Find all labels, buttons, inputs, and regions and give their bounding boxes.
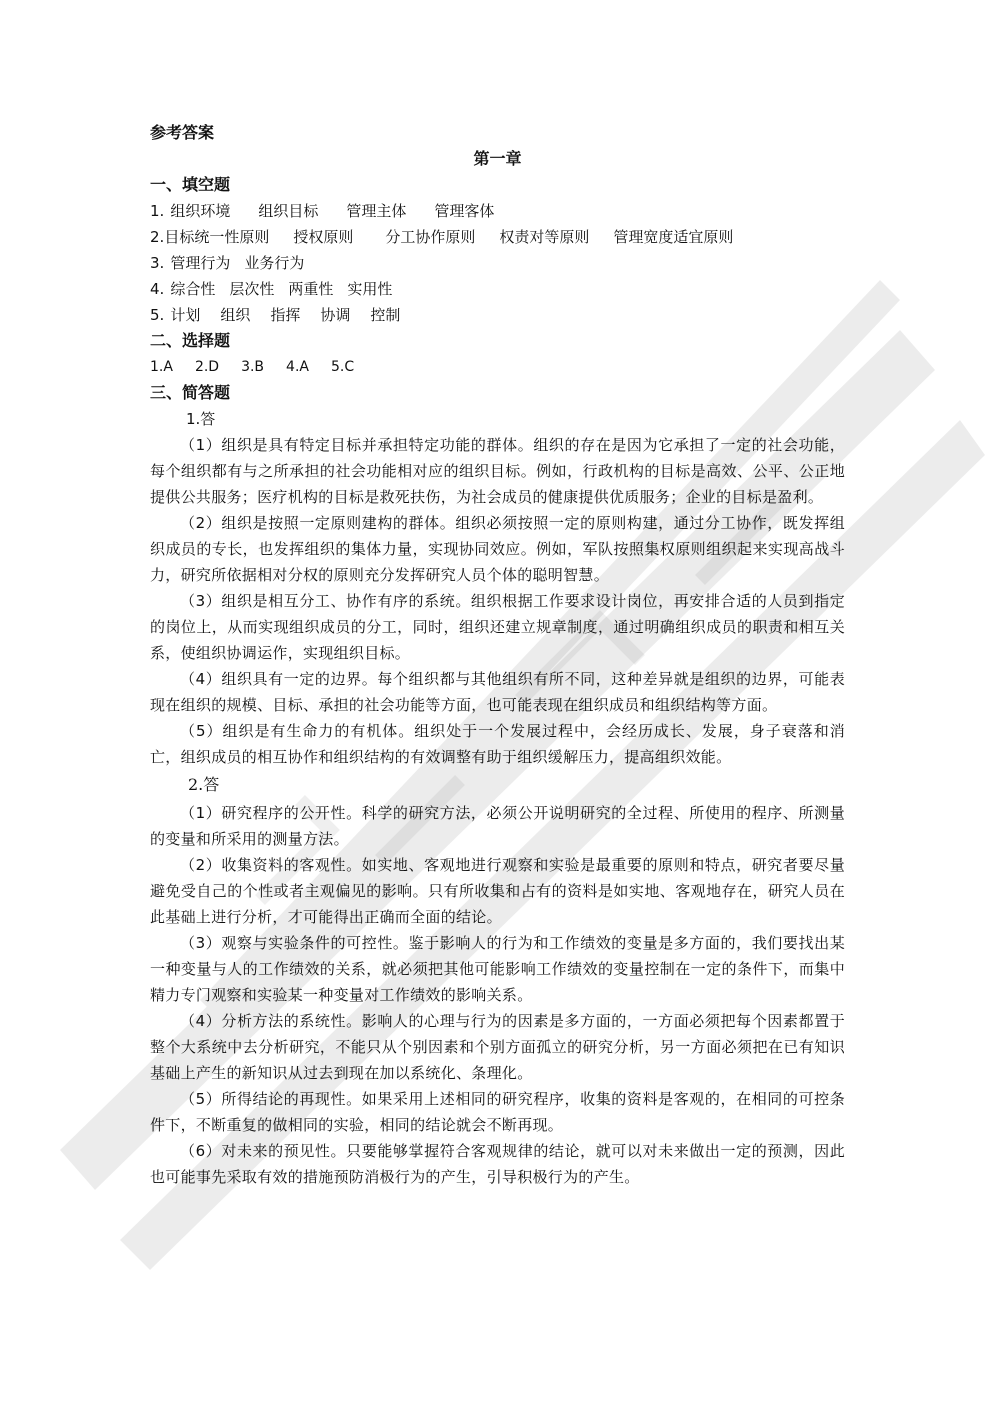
answer-paragraph: （4）分析方法的系统性。影响人的心理与行为的因素是多方面的，一方面必须把每个因素都置于整个大系统中去分析研究，不能只从个别因素和个别方面孤立的研究分析，另一方面必须把在已有知识基础上产生的新知识从过去到现在加以系统化、条理化。 bbox=[150, 1012, 845, 1082]
fill-blank-heading: 一、填空题 bbox=[150, 175, 231, 194]
answer-paragraph: （5）组织是有生命力的有机体。组织处于一个发展过程中，会经历成长、发展，身子衰落和消亡，组织成员的相互协作和组织结构的有效调整有助于组织缓解压力，提高组织效能。 bbox=[150, 722, 845, 766]
answer-item: 组织 bbox=[220, 306, 251, 324]
row-number: 4. bbox=[150, 280, 165, 298]
answer-item: 分工协作原则 bbox=[385, 228, 476, 246]
answer-paragraph: （3）观察与实验条件的可控性。鉴于影响人的行为和工作绩效的变量是多方面的，我们要找出某一种变量与人的工作绩效的关系，就必须把其他可能影响工作绩效的变量控制在一定的条件下，而集中精力专门观察和实验某一种变量对工作绩效的影响关系。 bbox=[150, 934, 845, 1004]
answer-item: 管理客体 bbox=[434, 202, 495, 220]
answer-item: 业务行为 bbox=[244, 254, 305, 272]
row-number: 5. bbox=[150, 306, 165, 324]
page-title: 参考答案 bbox=[150, 123, 215, 142]
row-number: 2. bbox=[150, 228, 165, 246]
answer-item: 组织目标 bbox=[258, 202, 319, 220]
answer-paragraph: （2）收集资料的客观性。如实地、客观地进行观察和实验是最重要的原则和特点，研究者要尽量避免受自己的个性或者主观偏见的影响。只有所收集和占有的资料是如实地、客观地存在，研究人员在此基础上进行分析，才可能得出正确而全面的结论。 bbox=[150, 856, 845, 926]
fill-answer-row bbox=[150, 276, 845, 302]
choice-answer: 2.D bbox=[194, 359, 220, 375]
choice-answer: 4.A bbox=[286, 359, 309, 375]
answer-paragraph: （3）组织是相互分工、协作有序的系统。组织根据工作要求设计岗位，再安排合适的人员到指定的岗位上，从而实现组织成员的分工，同时，组织还建立规章制度，通过明确组织成员的职责和相互关系，使组织协调运作，实现组织目标。 bbox=[150, 592, 845, 662]
answer-content bbox=[150, 120, 845, 1190]
answer-item: 授权原则 bbox=[293, 228, 354, 246]
answer-item: 控制 bbox=[370, 306, 401, 324]
choice-answer-row bbox=[150, 354, 845, 380]
answer-1-label: 1.答 bbox=[186, 410, 216, 428]
answer-paragraph: （5）所得结论的再现性。如果采用上述相同的研究程序，收集的资料是客观的，在相同的可控条件下，不断重复的做相同的实验，相同的结论就会不断再现。 bbox=[150, 1090, 845, 1134]
fill-answer-row bbox=[150, 198, 845, 224]
short-answer-heading: 三、简答题 bbox=[150, 383, 231, 402]
answer-item: 计划 bbox=[170, 306, 201, 324]
answer-item: 协调 bbox=[320, 306, 351, 324]
choice-answer: 3.B bbox=[241, 359, 265, 375]
answer-paragraph: （2）组织是按照一定原则建构的群体。组织必须按照一定的原则构建，通过分工协作，既发挥组织成员的专长，也发挥组织的集体力量，实现协同效应。例如，军队按照集权原则组织起来实现高战斗力，研究所依据相对分权的原则充分发挥研究人员个体的聪明智慧。 bbox=[150, 514, 845, 584]
fill-answer-row bbox=[150, 250, 845, 276]
answer-paragraph: （1）组织是具有特定目标并承担特定功能的群体。组织的存在是因为它承担了一定的社会功能，每个组织都有与之所承担的社会功能相对应的组织目标。例如，行政机构的目标是高效、公平、公正地提供公共服务；医疗机构的目标是救死扶伤，为社会成员的健康提供优质服务；企业的目标是盈利。 bbox=[150, 436, 845, 506]
answer-paragraph: （4）组织具有一定的边界。每个组织都与其他组织有所不同，这种差异就是组织的边界，可能表现在组织的规模、目标、承担的社会功能等方面，也可能表现在组织成员和组织结构等方面。 bbox=[150, 670, 845, 714]
choice-heading: 二、选择题 bbox=[150, 331, 231, 350]
answer-item: 目标统一性原则 bbox=[164, 228, 270, 246]
row-number: 3. bbox=[150, 254, 165, 272]
answer-item: 管理宽度适宜原则 bbox=[613, 228, 734, 246]
answer-item: 权责对等原则 bbox=[499, 228, 590, 246]
answer-item: 综合性 bbox=[170, 280, 216, 298]
choice-answer: 5.C bbox=[330, 359, 355, 375]
chapter-heading: 第一章 bbox=[473, 149, 522, 168]
answer-item: 两重性 bbox=[288, 280, 334, 298]
answer-2-label: 2.答 bbox=[188, 775, 220, 794]
choice-answer: 1.A bbox=[150, 359, 173, 375]
fill-answer-row bbox=[150, 302, 845, 328]
answer-item: 管理主体 bbox=[346, 202, 407, 220]
answer-paragraph: （6）对未来的预见性。只要能够掌握符合客观规律的结论，就可以对未来做出一定的预测，因此也可能事先采取有效的措施预防消极行为的产生，引导积极行为的产生。 bbox=[150, 1142, 845, 1186]
answer-item: 组织环境 bbox=[170, 202, 231, 220]
fill-answer-row bbox=[150, 224, 845, 250]
answer-item: 管理行为 bbox=[170, 254, 231, 272]
answer-item: 指挥 bbox=[270, 306, 301, 324]
answer-item: 实用性 bbox=[347, 280, 393, 298]
answer-item: 层次性 bbox=[229, 280, 275, 298]
answer-paragraph: （1）研究程序的公开性。科学的研究方法，必须公开说明研究的全过程、所使用的程序、所测量的变量和所采用的测量方法。 bbox=[150, 804, 845, 848]
row-number: 1. bbox=[150, 202, 165, 220]
